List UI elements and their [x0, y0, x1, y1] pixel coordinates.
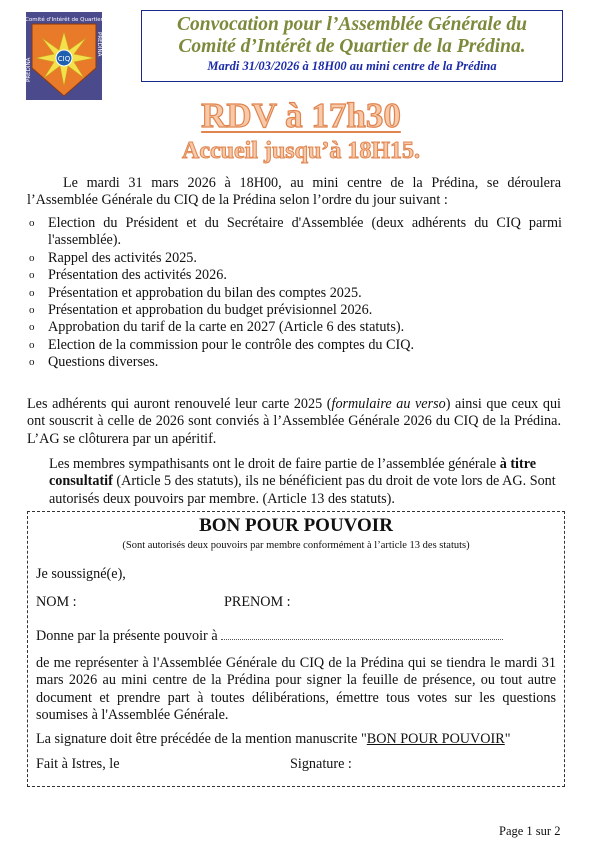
agenda-item — [28, 354, 562, 371]
signature-field[interactable] — [290, 756, 352, 773]
proxy-name-field[interactable] — [221, 628, 503, 640]
header-title-line2: Comité d’Intérêt de Quartier de la Prédina. — [178, 36, 526, 57]
agenda-list — [28, 215, 562, 372]
bullet-icon: o — [29, 217, 35, 229]
members-text-italic: formulaire au verso — [331, 396, 446, 412]
agenda-item — [28, 285, 562, 302]
place-date-field[interactable] — [36, 756, 120, 773]
form-subtitle: (Sont autorisés deux pouvoirs par membre conformément à l’article 13 des statuts) — [122, 540, 470, 551]
signature-note-after: " — [504, 731, 511, 747]
agenda-item — [28, 302, 562, 319]
form-title: BON POUR POUVOIR — [199, 515, 393, 536]
agenda-item-text: Election de la commission pour le contrôle des comptes du CIQ. — [48, 336, 415, 353]
agenda-item-text: Approbation du tarif de la carte en 2027 (Article 6 des statuts). — [48, 319, 405, 336]
proxy-line — [36, 628, 503, 645]
agenda-item-text: Présentation et approbation du budget prévisionnel 2026. — [48, 302, 373, 319]
prenom-field[interactable] — [224, 594, 291, 611]
header-title-line1: Convocation pour l’Assemblée Générale du — [177, 14, 527, 35]
header-subtitle: Mardi 31/03/2026 à 18H00 au mini centre de la Prédina — [207, 59, 497, 73]
sympathisants-text-after: (Article 5 des statuts), ils ne bénéficient pas du droit de vote lors de AG. Sont autorisés deux pouvoirs par membre. (Article 13 des statuts). — [49, 473, 556, 507]
agenda-item-text: Présentation et approbation du bilan des comptes 2025. — [48, 284, 362, 301]
rdv-title: RDV à 17h30 — [201, 96, 401, 135]
sympathisants-text-before: Les membres sympathisants ont le droit de faire partie de l’assemblée générale — [49, 456, 500, 472]
signature-note-underlined: BON POUR POUVOIR — [366, 731, 505, 747]
signature-label: Signature : — [290, 756, 352, 772]
undersigned-label: Je soussigné(e), — [36, 566, 126, 582]
agenda-item — [28, 267, 562, 284]
intro-paragraph: Le mardi 31 mars 2026 à 18H00, au mini centre de la Prédina, se déroulera l’Assemblée Générale du CIQ de la Prédina selon l’ordre du jour suivant : — [27, 175, 561, 209]
nom-label: NOM : — [36, 594, 77, 610]
agenda-item-text: Election du Président et du Secrétaire d'Assemblée (deux adhérents du CIQ parmi l'assemblée). — [48, 215, 562, 249]
sympathisants-paragraph — [49, 456, 563, 508]
proxy-label: Donne par la présente pouvoir à — [36, 628, 218, 644]
ciq-logo — [26, 12, 102, 100]
ciq-logo-image — [26, 12, 102, 100]
bullet-icon: o — [29, 251, 35, 264]
welcome-time: Accueil jusqu’à 18H15. — [181, 138, 420, 164]
sympathisants-text-bold: à titre consultatif — [49, 456, 537, 490]
page-number: Page 1 sur 2 — [499, 824, 561, 838]
agenda-item-text: Présentation des activités 2026. — [48, 267, 227, 284]
agenda-item-text: Rappel des activités 2025. — [48, 249, 197, 266]
bullet-icon: o — [29, 321, 35, 334]
agenda-item-text: Questions diverses. — [48, 354, 159, 371]
logo-right-text: PREDINA — [96, 32, 102, 57]
bullet-icon: o — [29, 286, 35, 299]
bullet-icon: o — [29, 304, 35, 317]
bullet-icon: o — [29, 356, 35, 369]
signature-note-before: La signature doit être précédée de la mention manuscrite " — [36, 731, 367, 747]
proxy-form — [27, 511, 565, 787]
form-paragraph: de me représenter à l'Assemblée Générale du CIQ de la Prédina qui se tiendra le mardi 31 mars 2026 au mini centre de la Prédina pour signer la feuille de présence, ou tout autre document et prendre part à toutes délibérations, émettre tous votes sur les questions soumises à l'Assemblée Générale. — [36, 655, 556, 724]
nom-field[interactable] — [36, 594, 77, 611]
header-box — [141, 10, 563, 82]
members-text-after: ) ainsi que ceux qui ont souscrit à celle de 2026 sont conviés à l’Assemblée Générale 2026 du CIQ de la Prédina. L’AG se clôturera par un apéritif. — [27, 396, 561, 447]
agenda-item — [28, 250, 562, 267]
place-label: Fait à Istres, le — [36, 756, 120, 772]
agenda-item — [28, 337, 562, 354]
logo-left-text: PREDINA — [26, 57, 32, 82]
agenda-item — [28, 319, 562, 336]
members-paragraph — [27, 396, 561, 448]
logo-badge-text: CIQ — [57, 55, 71, 63]
prenom-label: PRENOM : — [224, 594, 291, 610]
agenda-item — [28, 215, 562, 250]
logo-top-text: Comité d'Intérêt de Quartier — [26, 17, 102, 23]
bullet-icon: o — [29, 338, 35, 351]
signature-note — [36, 731, 511, 748]
bullet-icon: o — [29, 269, 35, 282]
members-text-before: Les adhérents qui auront renouvelé leur carte 2025 ( — [27, 396, 332, 412]
